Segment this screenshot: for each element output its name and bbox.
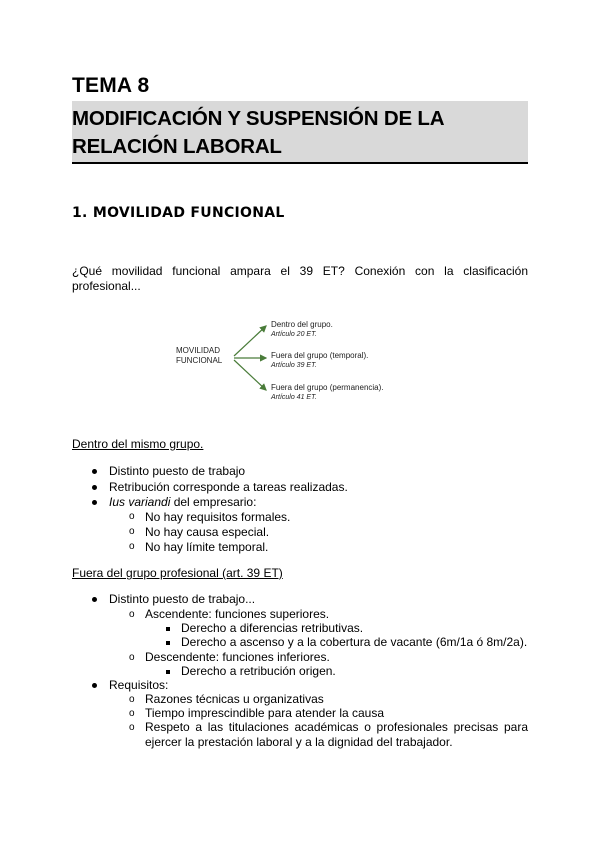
bullet-disc [92,597,97,602]
ius-variandi-italic: Ius variandi [109,495,171,509]
sub-sub-item: Derecho a retribución origen. [181,664,336,678]
branch-2-title: Fuera del grupo (temporal). [271,351,369,360]
diagram-root-line1: MOVILIDAD [176,346,221,355]
intro-line-1: ¿Qué movilidad funcional ampara el 39 ET? Conexión con la clasificación [72,264,528,278]
bullet-disc [92,469,97,474]
sub-list-item-justified [145,720,528,750]
diagram-branch-3 [271,383,384,402]
req3-line-1: Respeto a las titulaciones académicas o profesionales precisas para [145,720,528,734]
list-item: Retribución corresponde a tareas realizadas. [109,480,348,494]
sub-list-item: Tiempo imprescindible para atender la causa [145,706,385,720]
branch-1-title: Dentro del grupo. [271,320,333,329]
sub-sub-item: Derecho a diferencias retributivas. [181,621,364,635]
bullet-o: o [129,511,135,522]
bullet-o: o [129,694,135,705]
title-line-2: RELACIÓN LABORAL [72,135,282,158]
branch-3-article: Artículo 41 ET. [271,393,317,401]
bullet-disc [92,500,97,505]
sub-list-item: No hay causa especial. [145,525,270,539]
list-item: Distinto puesto de trabajo... [109,592,256,606]
bullet-o: o [129,541,135,552]
req3-line-2: ejercer la prestación laboral y a la dignidad del trabajador. [145,735,453,749]
bullet-square [166,627,170,631]
diagram-root-line2: FUNCIONAL [176,356,223,365]
list-item: Requisitos: [109,678,169,692]
diagram-branch-1 [271,320,333,339]
list-item-ius [109,495,256,509]
ius-rest: del empresario: [170,495,257,509]
diagram-branch-2 [271,351,368,370]
bullet-o: o [129,526,135,537]
arrow-permanencia [234,360,266,390]
bullet-square [166,670,170,674]
section-heading: 1. MOVILIDAD FUNCIONAL [72,205,285,221]
sub-list-item: Razones técnicas u organizativas [145,692,324,706]
sub-list-item: Ascendente: funciones superiores. [145,607,330,621]
title-line-1: MODIFICACIÓN Y SUSPENSIÓN DE LA [72,107,445,130]
subheading-fuera: Fuera del grupo profesional (art. 39 ET) [72,566,283,580]
page-title-tema: TEMA 8 [72,74,150,97]
branch-3-title: Fuera del grupo (permanencia). [271,383,384,392]
list-item: Distinto puesto de trabajo [109,464,246,478]
bullet-square [166,641,170,645]
bullet-o: o [129,652,135,663]
sub-list-item: Descendente: funciones inferiores. [145,650,330,664]
sub-list-item: No hay requisitos formales. [145,510,291,524]
intro-line-2: profesional... [72,279,141,293]
sub-sub-item: Derecho a ascenso y a la cobertura de vacante (6m/1a ó 8m/2a). [181,635,528,649]
bullet-o: o [129,609,135,620]
bullet-disc [92,485,97,490]
branch-1-article: Artículo 20 ET. [271,330,317,338]
arrow-dentro [234,326,266,356]
bullet-o: o [129,708,135,719]
bullet-o: o [129,722,135,733]
subheading-dentro: Dentro del mismo grupo. [72,437,204,451]
branch-2-article: Artículo 39 ET. [271,361,317,369]
bullet-disc [92,683,97,688]
sub-list-item: No hay límite temporal. [145,540,269,554]
